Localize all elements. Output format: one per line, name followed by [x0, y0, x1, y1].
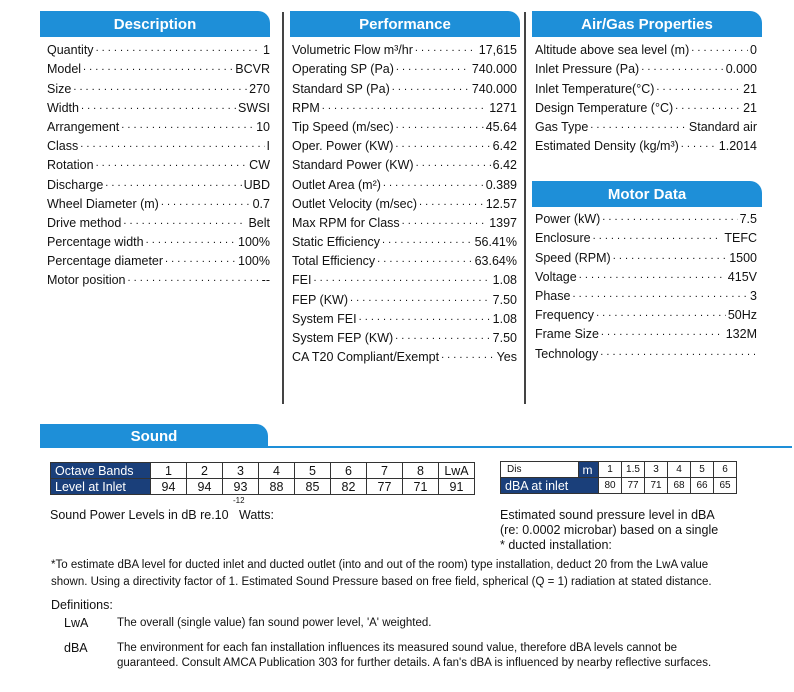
sound-header: Sound — [40, 424, 268, 448]
row-value: I — [266, 139, 270, 154]
row-value: 56.41% — [474, 235, 517, 250]
row-value: CW — [249, 158, 270, 173]
row-label: Design Temperature (°C) — [535, 100, 674, 115]
row-value: 1397 — [489, 215, 517, 230]
row-value: SWSI — [238, 100, 270, 115]
row-label: Max RPM for Class — [292, 215, 400, 230]
row-value: 12.57 — [485, 196, 517, 211]
description-row — [47, 211, 270, 230]
airgas-row — [535, 134, 757, 153]
description-row — [47, 172, 270, 191]
row-value: 270 — [249, 81, 270, 96]
row-value: 100% — [238, 254, 270, 269]
row-label: Oper. Power (KW) — [292, 139, 394, 154]
inlet-level-cell: 71 — [403, 479, 439, 495]
power-note-pre: Sound Power Levels in dB re.10 — [50, 508, 229, 522]
distance-cell: 4 — [668, 462, 691, 478]
row-label: Standard Power (KW) — [292, 158, 414, 173]
inlet-level-row — [51, 479, 475, 495]
row-label: Frequency — [535, 308, 595, 323]
performance-row — [292, 211, 517, 230]
performance-row — [292, 287, 517, 306]
airgas-header: Air/Gas Properties — [532, 11, 762, 37]
row-label: Inlet Temperature(°C) — [535, 81, 655, 96]
power-note-exponent: -12 — [233, 496, 245, 505]
motor-header: Motor Data — [532, 181, 762, 207]
row-label: FEI — [292, 273, 312, 288]
dba-cell: 77 — [622, 478, 645, 494]
performance-row — [292, 57, 517, 76]
row-label: Wheel Diameter (m) — [47, 196, 159, 211]
dba-cell: 71 — [645, 478, 668, 494]
row-value: TEFC — [724, 231, 757, 246]
row-label: Size — [47, 81, 72, 96]
inlet-level-cell: 94 — [187, 479, 223, 495]
row-label: Percentage width — [47, 235, 144, 250]
motor-row — [535, 341, 757, 360]
performance-row — [292, 307, 517, 326]
row-value: 7.50 — [492, 331, 517, 345]
octave-bands-label: Octave Bands — [51, 463, 151, 479]
distance-cell: 1.5 — [622, 462, 645, 478]
row-value: 6.42 — [492, 158, 517, 173]
description-row — [47, 76, 270, 95]
row-label: Volumetric Flow m³/hr — [292, 43, 413, 58]
row-value: 1.08 — [492, 311, 517, 326]
dba-cell: 66 — [691, 478, 714, 494]
row-value: Belt — [248, 215, 270, 230]
row-value: 17,615 — [478, 43, 517, 58]
airgas-row — [535, 38, 757, 57]
footnote-line-1: *To estimate dBA level for ducted inlet and ducted outlet (into and out of the room) type installation, deduct 20 from the LwA value — [51, 559, 709, 571]
octave-band-cell: 5 — [295, 463, 331, 479]
row-label: Class — [47, 139, 79, 154]
motor-row — [535, 207, 757, 226]
footnote-line-2: shown. Using a directivity factor of 1. Estimated Sound Pressure based on free field, spherical (Q = 1) radiation at stated distance. — [51, 576, 712, 588]
row-value: 6.42 — [492, 139, 517, 154]
row-value: 7.5 — [739, 212, 757, 227]
row-label: Operating SP (Pa) — [292, 62, 394, 77]
performance-row — [292, 192, 517, 211]
definitions-label: Definitions: — [51, 598, 113, 612]
row-label: FEP (KW) — [292, 292, 349, 307]
distance-row — [501, 462, 737, 478]
airgas-row — [535, 76, 757, 95]
motor-row — [535, 303, 757, 322]
row-value: 50Hz — [727, 308, 757, 323]
performance-header: Performance — [290, 11, 520, 37]
row-value: 63.64% — [474, 254, 517, 269]
row-label: Drive method — [47, 215, 122, 230]
distance-cell: 5 — [691, 462, 714, 478]
octave-band-cell: 3 — [223, 463, 259, 479]
performance-row — [292, 153, 517, 172]
description-list — [47, 38, 270, 287]
octave-band-cell: 6 — [331, 463, 367, 479]
row-value: 132M — [725, 327, 757, 342]
row-value: 100% — [238, 235, 270, 250]
row-label: Outlet Area (m²) — [292, 177, 381, 192]
performance-row — [292, 268, 517, 287]
octave-band-cell: 1 — [151, 463, 187, 479]
pressure-note-1: Estimated sound pressure level in dBA — [500, 508, 715, 522]
dba-definition-line-2: guaranteed. Consult AMCA Publication 303 for further details. A fan's dBA is influenced by nearby reflective surfaces. — [117, 657, 712, 669]
row-label: Discharge — [47, 177, 104, 192]
description-header: Description — [40, 11, 270, 37]
description-row — [47, 268, 270, 287]
description-row — [47, 38, 270, 57]
dba-cell: 65 — [714, 478, 737, 494]
row-label: RPM — [292, 100, 320, 115]
performance-row — [292, 230, 517, 249]
row-label: Power (kW) — [535, 212, 601, 227]
airgas-row — [535, 57, 757, 76]
motor-list — [535, 207, 757, 361]
row-value: 0 — [750, 43, 757, 58]
row-value: Standard air — [688, 119, 757, 134]
performance-row — [292, 134, 517, 153]
pressure-note-3: * ducted installation: — [500, 538, 612, 552]
octave-band-cell: 4 — [259, 463, 295, 479]
row-value: 1.08 — [492, 273, 517, 288]
row-value: 21 — [743, 81, 757, 96]
row-label: Total Efficiency — [292, 254, 376, 269]
row-label: Motor position — [47, 273, 126, 288]
row-value: 3 — [750, 288, 757, 303]
row-value: 740.000 — [471, 62, 517, 77]
row-value: -- — [261, 273, 270, 288]
inlet-level-cell: 85 — [295, 479, 331, 495]
performance-row — [292, 172, 517, 191]
dba-cell: 68 — [668, 478, 691, 494]
motor-row — [535, 284, 757, 303]
inlet-level-cell: 91 — [439, 479, 475, 495]
performance-row — [292, 115, 517, 134]
description-row — [47, 192, 270, 211]
row-label: Tip Speed (m/sec) — [292, 119, 394, 134]
dba-row — [501, 478, 737, 494]
row-label: System FEP (KW) — [292, 331, 394, 345]
row-value: 0.000 — [725, 62, 757, 77]
dba-at-inlet-label: dBA at inlet — [501, 478, 599, 494]
row-label: Width — [47, 100, 79, 115]
performance-row — [292, 326, 517, 345]
description-row — [47, 153, 270, 172]
row-value: 1271 — [489, 100, 517, 115]
octave-band-cell: LwA — [439, 463, 475, 479]
level-at-inlet-label: Level at Inlet — [51, 479, 151, 495]
inlet-level-cell: 82 — [331, 479, 367, 495]
description-row — [47, 249, 270, 268]
motor-row — [535, 322, 757, 341]
row-value: 1500 — [729, 250, 757, 265]
row-value: 10 — [256, 119, 270, 134]
dba-term: dBA — [64, 641, 88, 655]
octave-band-table — [50, 462, 475, 495]
row-value: 415V — [727, 269, 757, 284]
row-value: 45.64 — [485, 119, 517, 134]
row-value: 1 — [263, 43, 270, 58]
airgas-row — [535, 96, 757, 115]
row-label: Inlet Pressure (Pa) — [535, 62, 640, 77]
row-label: Gas Type — [535, 119, 589, 134]
performance-row — [292, 76, 517, 95]
performance-row — [292, 249, 517, 268]
motor-row — [535, 245, 757, 264]
row-label: Enclosure — [535, 231, 591, 246]
performance-row — [292, 96, 517, 115]
distance-cell: 6 — [714, 462, 737, 478]
row-label: Technology — [535, 346, 599, 361]
inlet-level-cell: 77 — [367, 479, 403, 495]
sound-band — [40, 424, 792, 448]
row-value: UBD — [243, 177, 270, 192]
inlet-level-cell: 94 — [151, 479, 187, 495]
row-label: System FEI — [292, 311, 357, 326]
row-label: Altitude above sea level (m) — [535, 43, 690, 58]
distance-cell: 1 — [599, 462, 622, 478]
inlet-level-cell: 93 — [223, 479, 259, 495]
motor-row — [535, 226, 757, 245]
octave-band-cell: 7 — [367, 463, 403, 479]
row-value: 0.389 — [485, 177, 517, 192]
row-label: Frame Size — [535, 327, 599, 342]
row-value: 1.2014 — [718, 139, 757, 154]
performance-list — [292, 38, 517, 364]
power-note — [50, 508, 274, 522]
octave-band-cell: 8 — [403, 463, 439, 479]
row-label: Outlet Velocity (m/sec) — [292, 196, 418, 211]
distance-cell: 3 — [645, 462, 668, 478]
row-label: Speed (RPM) — [535, 250, 611, 265]
row-value: 740.000 — [471, 81, 517, 96]
description-row — [47, 115, 270, 134]
row-value: Yes — [496, 350, 517, 365]
inlet-level-cell: 88 — [259, 479, 295, 495]
performance-row — [292, 345, 517, 364]
row-label: Voltage — [535, 269, 577, 284]
power-note-post: Watts: — [239, 508, 274, 522]
row-label: Model — [47, 62, 82, 77]
performance-row — [292, 38, 517, 57]
description-row — [47, 57, 270, 76]
row-value: BCVR — [235, 62, 270, 77]
row-label: CA T20 Compliant/Exempt — [292, 350, 440, 365]
row-label: Phase — [535, 288, 571, 303]
row-label: Static Efficiency — [292, 235, 381, 250]
lwa-definition: The overall (single value) fan sound power level, 'A' weighted. — [117, 617, 432, 629]
dba-definition-line-1: The environment for each fan installation influences its measured sound value, therefore dBA levels cannot be — [117, 642, 678, 654]
airgas-list — [535, 38, 757, 153]
description-row — [47, 96, 270, 115]
dba-cell: 80 — [599, 478, 622, 494]
row-label: Rotation — [47, 158, 94, 173]
airgas-row — [535, 115, 757, 134]
row-label: Quantity — [47, 43, 94, 58]
row-value: 7.50 — [492, 292, 517, 307]
row-label: Arrangement — [47, 119, 120, 134]
description-row — [47, 230, 270, 249]
octave-band-row — [51, 463, 475, 479]
row-value: 0.7 — [252, 196, 270, 211]
column-divider-left — [282, 12, 284, 404]
dba-distance-table — [500, 461, 737, 494]
row-value: 21 — [743, 100, 757, 115]
motor-row — [535, 265, 757, 284]
row-label: Standard SP (Pa) — [292, 81, 390, 96]
lwa-term: LwA — [64, 616, 89, 630]
row-label: Estimated Density (kg/m³) — [535, 139, 679, 154]
column-divider-right — [524, 12, 526, 404]
dis-unit: m — [579, 462, 599, 478]
dis-label: Dis — [501, 462, 579, 478]
row-label: Percentage diameter — [47, 254, 164, 269]
octave-band-cell: 2 — [187, 463, 223, 479]
pressure-note-2: (re: 0.0002 microbar) based on a single — [500, 523, 719, 537]
description-row — [47, 134, 270, 153]
